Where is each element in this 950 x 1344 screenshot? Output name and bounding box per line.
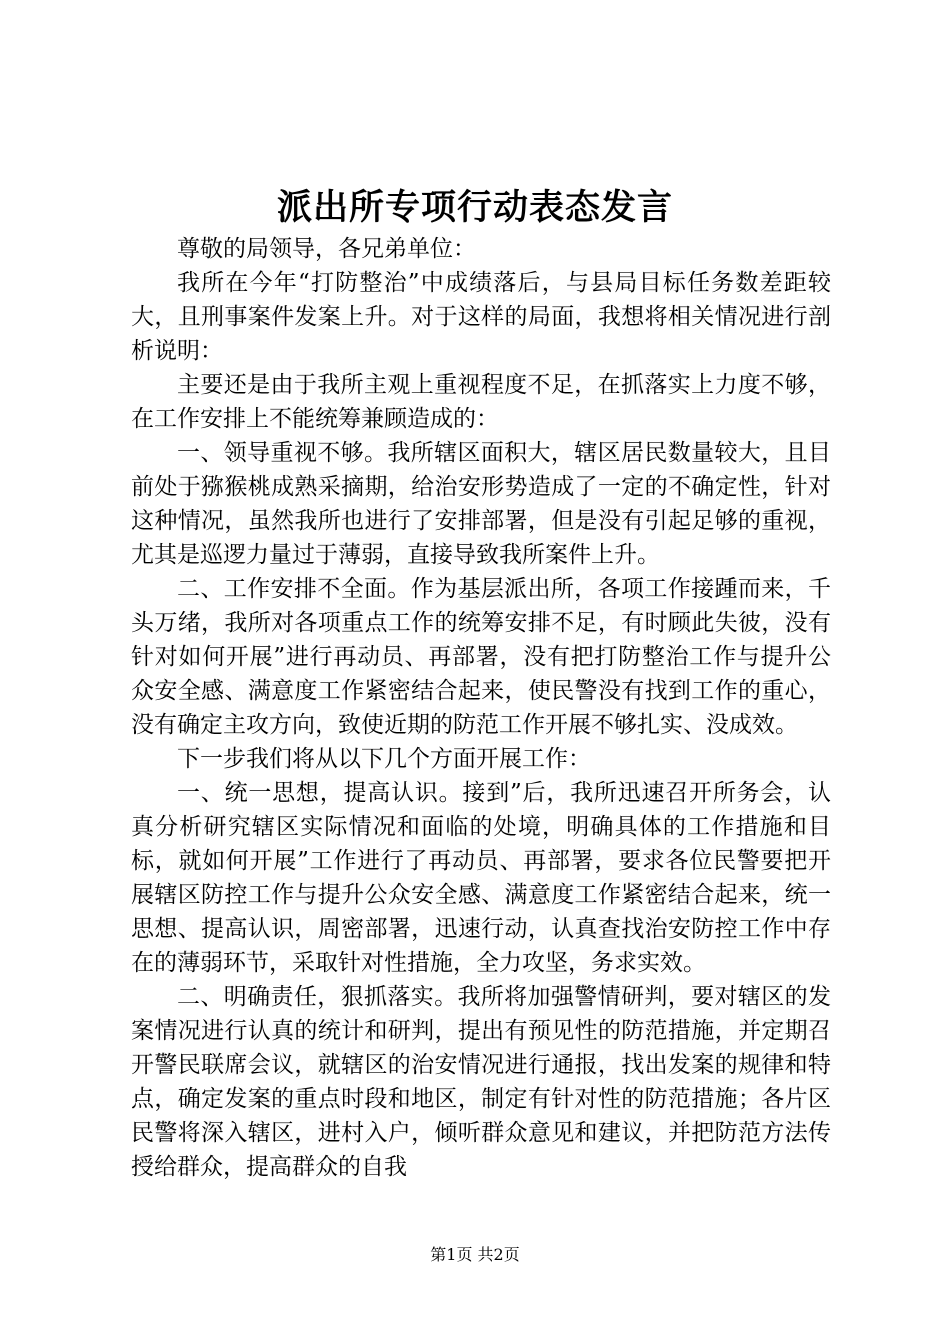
paragraph-cause-summary: 主要还是由于我所主观上重视程度不足，在抓落实上力度不够，在工作安排上不能统筹兼顾造成的： [131, 372, 831, 432]
paragraph-intro: 我所在今年“打防整治”中成绩落后，与县局目标任务数差距较大，且刑事案件发案上升。对于这样的局面，我想将相关情况进行剖析说明： [131, 270, 831, 364]
paragraph-step-2: 二、明确责任，狠抓落实。我所将加强警情研判，要对辖区的发案情况进行认真的统计和研判，提出有预见性的防范措施，并定期召开警民联席会议，就辖区的治安情况进行通报，找出发案的规律和特点，确定发案的重点时段和地区，制定有针对性的防范措施；各片区民警将深入辖区，进村入户，倾听群众意见和建议，并把防范方法传授给群众，提高群众的自我 [131, 984, 831, 1180]
document-body [131, 232, 831, 1184]
paragraph-cause-2: 二、工作安排不全面。作为基层派出所，各项工作接踵而来，千头万绪，我所对各项重点工作的统筹安排不足，有时顾此失彼，没有针对如何开展”进行再动员、再部署，没有把打防整治工作与提升公众安全感、满意度工作紧密结合起来，使民警没有找到工作的重心，没有确定主攻方向，致使近期的防范工作开展不够扎实、没成效。 [131, 576, 831, 738]
page-footer: 第1页 共2页 [430, 1245, 520, 1264]
paragraph-step-1: 一、统一思想，提高认识。接到”后，我所迅速召开所务会，认真分析研究辖区实际情况和面临的处境，明确具体的工作措施和目标，就如何开展”工作进行了再动员、再部署，要求各位民警要把开展辖区防控工作与提升公众安全感、满意度工作紧密结合起来，统一思想、提高认识，周密部署，迅速行动，认真查找治安防控工作中存在的薄弱环节，采取针对性措施，全力攻坚，务求实效。 [131, 780, 831, 976]
paragraph-cause-1: 一、领导重视不够。我所辖区面积大，辖区居民数量较大，且目前处于猕猴桃成熟采摘期，给治安形势造成了一定的不确定性，针对这种情况，虽然我所也进行了安排部署，但是没有引起足够的重视，尤其是巡逻力量过于薄弱，直接导致我所案件上升。 [131, 440, 831, 568]
paragraph-next-steps: 下一步我们将从以下几个方面开展工作： [177, 746, 591, 772]
document-title: 派出所专项行动表态发言 [276, 187, 673, 228]
paragraph-salutation: 尊敬的局领导，各兄弟单位： [177, 236, 476, 262]
